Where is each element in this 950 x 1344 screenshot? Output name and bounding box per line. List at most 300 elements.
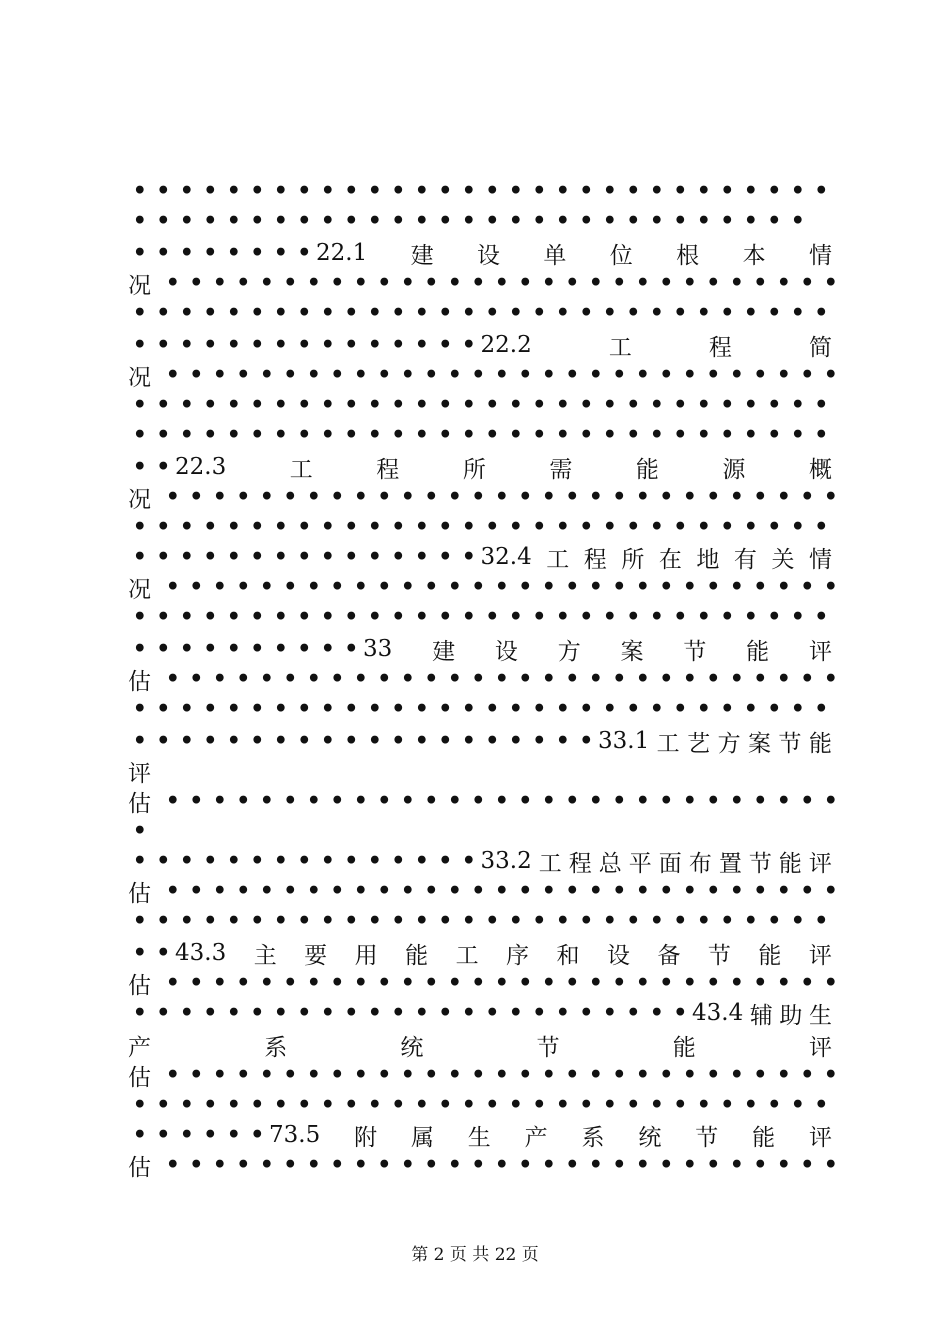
leader-dot: • bbox=[649, 1092, 664, 1118]
toc-title-char: 工 bbox=[289, 456, 313, 483]
toc-entry-3-1[interactable] bbox=[128, 726, 832, 756]
leader-dot: • bbox=[156, 178, 171, 204]
leader-dot: • bbox=[626, 178, 641, 204]
leader-dot: • bbox=[461, 422, 476, 448]
leader-dot: • bbox=[720, 208, 735, 234]
leader-dot: • bbox=[344, 332, 359, 358]
leader-dot: • bbox=[236, 878, 251, 904]
leader-dot: • bbox=[320, 696, 335, 722]
leader-dot: • bbox=[377, 270, 392, 296]
leader-dot: • bbox=[471, 878, 486, 904]
leader-dot: • bbox=[541, 1152, 556, 1178]
leader-dot: • bbox=[330, 666, 345, 692]
toc-title-char: 备 bbox=[657, 942, 681, 969]
leader-dot: • bbox=[767, 514, 782, 540]
leader-dot: • bbox=[320, 208, 335, 234]
leader-dot: • bbox=[330, 788, 345, 814]
leader-dot: • bbox=[494, 484, 509, 510]
toc-title-char: 节 bbox=[707, 942, 731, 969]
leader-dot: • bbox=[485, 300, 500, 326]
leader-dot: • bbox=[706, 788, 721, 814]
leader-dot: • bbox=[226, 1092, 241, 1118]
leader-dot: • bbox=[344, 604, 359, 630]
toc-title-char: 评 bbox=[808, 638, 832, 665]
toc-entry-continuation bbox=[128, 968, 838, 999]
toc-entry-3-2[interactable] bbox=[128, 846, 832, 876]
leader-dot: • bbox=[753, 574, 768, 600]
leader-dot: • bbox=[626, 1000, 641, 1026]
leader-dot: • bbox=[236, 484, 251, 510]
leader-dot: • bbox=[635, 484, 650, 510]
leader-dot: • bbox=[377, 1062, 392, 1088]
leader-dot: • bbox=[532, 392, 547, 418]
toc-title-char: 程 bbox=[708, 334, 732, 361]
leader-dot: • bbox=[555, 696, 570, 722]
toc-entry-wrap bbox=[128, 756, 832, 786]
leader-dot: • bbox=[541, 574, 556, 600]
leader-dot: • bbox=[353, 878, 368, 904]
leader-dot: • bbox=[706, 666, 721, 692]
leader-dot: • bbox=[391, 728, 406, 754]
leader-dot: • bbox=[555, 422, 570, 448]
toc-entry-2-2[interactable] bbox=[128, 330, 832, 360]
leader-dot: • bbox=[706, 270, 721, 296]
leader-dot: • bbox=[273, 514, 288, 540]
toc-title-char: 生 bbox=[809, 1002, 832, 1029]
leader-dot: • bbox=[250, 908, 265, 934]
leader-dot: • bbox=[814, 514, 829, 540]
leader-dot: • bbox=[494, 574, 509, 600]
leader-dot: • bbox=[414, 208, 429, 234]
leader-dot: • bbox=[400, 362, 415, 388]
leader-dot: • bbox=[706, 484, 721, 510]
leader-dot: • bbox=[767, 604, 782, 630]
leader-dot: • bbox=[306, 1062, 321, 1088]
leader-dot: • bbox=[377, 970, 392, 996]
leader-dot: • bbox=[438, 696, 453, 722]
leader-dot: • bbox=[179, 208, 194, 234]
toc-title-char: 程 bbox=[583, 546, 607, 573]
toc-dot-leader bbox=[128, 512, 832, 542]
leader-dot: • bbox=[132, 1092, 147, 1118]
leader-dot: • bbox=[579, 208, 594, 234]
leader-dot: • bbox=[541, 270, 556, 296]
leader-dot: • bbox=[518, 666, 533, 692]
leader-dot: • bbox=[555, 604, 570, 630]
leader-dot: • bbox=[508, 604, 523, 630]
leader-dot: • bbox=[602, 1000, 617, 1026]
leader-dot: • bbox=[424, 788, 439, 814]
leader-dot: • bbox=[602, 908, 617, 934]
toc-title-char: 要 bbox=[304, 942, 328, 969]
leader-dot: • bbox=[438, 728, 453, 754]
leader-dot: • bbox=[306, 878, 321, 904]
leader-dot: • bbox=[729, 270, 744, 296]
leader-dot: • bbox=[250, 240, 265, 266]
leader-dot: • bbox=[743, 604, 758, 630]
leader-dot: • bbox=[400, 1062, 415, 1088]
leader-dot: • bbox=[776, 666, 791, 692]
leader-dot: • bbox=[320, 544, 335, 570]
leader-dot: • bbox=[579, 696, 594, 722]
toc-tail: 况 bbox=[128, 364, 151, 391]
leader-dot: • bbox=[283, 788, 298, 814]
leader-dot: • bbox=[565, 574, 580, 600]
toc-tail: 估 bbox=[128, 1064, 151, 1091]
leader-dot: • bbox=[508, 422, 523, 448]
leader-dot: • bbox=[156, 332, 171, 358]
toc-entry-3[interactable] bbox=[128, 634, 832, 664]
leader-dot: • bbox=[823, 270, 838, 296]
leader-dot: • bbox=[518, 1062, 533, 1088]
toc-dot-leader bbox=[128, 420, 832, 450]
leader-dot: • bbox=[156, 392, 171, 418]
leader-dot: • bbox=[367, 332, 382, 358]
leader-dot: • bbox=[320, 514, 335, 540]
leader-dot: • bbox=[250, 1122, 265, 1148]
leader-dot: • bbox=[250, 1000, 265, 1026]
leader-dot: • bbox=[236, 1152, 251, 1178]
leader-dot: • bbox=[391, 422, 406, 448]
leader-dot: • bbox=[588, 574, 603, 600]
leader-dot: • bbox=[588, 362, 603, 388]
leader-dot: • bbox=[367, 1092, 382, 1118]
leader-dot: • bbox=[518, 1152, 533, 1178]
leader-dot: • bbox=[696, 422, 711, 448]
leader-dot: • bbox=[344, 392, 359, 418]
leader-dot: • bbox=[377, 878, 392, 904]
toc-title-char: 需 bbox=[549, 456, 573, 483]
leader-dot: • bbox=[767, 178, 782, 204]
leader-dot: • bbox=[306, 788, 321, 814]
leader-dot: • bbox=[414, 604, 429, 630]
leader-dot: • bbox=[532, 208, 547, 234]
leader-dot: • bbox=[532, 178, 547, 204]
leader-dot: • bbox=[391, 908, 406, 934]
leader-dot: • bbox=[485, 208, 500, 234]
toc-entry-3-3[interactable] bbox=[128, 938, 832, 968]
toc-title-char: 节 bbox=[748, 850, 772, 877]
leader-dot: • bbox=[485, 1000, 500, 1026]
leader-dot: • bbox=[344, 422, 359, 448]
leader-dot: • bbox=[297, 1000, 312, 1026]
leader-dot: • bbox=[353, 484, 368, 510]
leader-dot: • bbox=[156, 1122, 171, 1148]
toc-title-char: 统 bbox=[638, 1124, 662, 1151]
leader-dot: • bbox=[156, 696, 171, 722]
leader-dot: • bbox=[203, 240, 218, 266]
leader-dot: • bbox=[236, 574, 251, 600]
leader-dot: • bbox=[273, 392, 288, 418]
leader-dot: • bbox=[588, 1062, 603, 1088]
leader-dot: • bbox=[518, 270, 533, 296]
leader-dot: • bbox=[626, 696, 641, 722]
leader-dot: • bbox=[250, 332, 265, 358]
leader-dot: • bbox=[696, 1092, 711, 1118]
toc-tail: 估 bbox=[128, 668, 151, 695]
toc-entry-2-1[interactable] bbox=[128, 238, 832, 268]
leader-dot: • bbox=[259, 484, 274, 510]
leader-dot: • bbox=[273, 300, 288, 326]
leader-dot: • bbox=[165, 270, 180, 296]
leader-dot: • bbox=[696, 696, 711, 722]
leader-dot: • bbox=[212, 788, 227, 814]
leader-dot: • bbox=[696, 514, 711, 540]
leader-dot: • bbox=[179, 178, 194, 204]
leader-dot: • bbox=[485, 422, 500, 448]
toc-dot-leader bbox=[128, 602, 832, 632]
leader-dot: • bbox=[156, 422, 171, 448]
leader-dot: • bbox=[635, 1152, 650, 1178]
leader-dot: • bbox=[579, 392, 594, 418]
leader-dot: • bbox=[682, 484, 697, 510]
toc-title-char: 设 bbox=[477, 242, 500, 269]
leader-dot: • bbox=[273, 178, 288, 204]
leader-dot: • bbox=[297, 332, 312, 358]
toc-tail: 况 bbox=[128, 272, 151, 299]
leader-dot: • bbox=[259, 1152, 274, 1178]
leader-dot: • bbox=[776, 270, 791, 296]
toc-title-char: 主 bbox=[253, 942, 277, 969]
toc-entry-2-3[interactable] bbox=[128, 452, 832, 482]
leader-dot: • bbox=[414, 422, 429, 448]
toc-number: 33.1 bbox=[598, 728, 650, 754]
leader-dot: • bbox=[588, 788, 603, 814]
leader-dot: • bbox=[555, 178, 570, 204]
leader-dot: • bbox=[179, 728, 194, 754]
leader-dot: • bbox=[743, 392, 758, 418]
leader-dot: • bbox=[344, 696, 359, 722]
leader-dot: • bbox=[541, 970, 556, 996]
leader-dot: • bbox=[579, 422, 594, 448]
leader-dot: • bbox=[344, 848, 359, 874]
leader-dot: • bbox=[367, 848, 382, 874]
leader-dot: • bbox=[541, 788, 556, 814]
leader-dot: • bbox=[518, 484, 533, 510]
leader-dot: • bbox=[344, 300, 359, 326]
leader-dot: • bbox=[344, 1092, 359, 1118]
leader-dot: • bbox=[189, 1062, 204, 1088]
leader-dot: • bbox=[353, 574, 368, 600]
leader-dot: • bbox=[649, 178, 664, 204]
leader-dot: • bbox=[612, 878, 627, 904]
leader-dot: • bbox=[518, 788, 533, 814]
leader-dot: • bbox=[203, 696, 218, 722]
leader-dot: • bbox=[391, 208, 406, 234]
leader-dot: • bbox=[649, 604, 664, 630]
leader-dot: • bbox=[790, 1092, 805, 1118]
leader-dot: • bbox=[424, 1152, 439, 1178]
leader-dot: • bbox=[391, 514, 406, 540]
toc-title-char: 程 bbox=[568, 850, 592, 877]
leader-dot: • bbox=[485, 728, 500, 754]
leader-dot: • bbox=[132, 818, 147, 844]
leader-dot: • bbox=[682, 574, 697, 600]
leader-dot: • bbox=[156, 1092, 171, 1118]
leader-dot: • bbox=[203, 422, 218, 448]
leader-dot: • bbox=[814, 422, 829, 448]
leader-dot: • bbox=[649, 300, 664, 326]
leader-dot: • bbox=[283, 970, 298, 996]
leader-dot: • bbox=[823, 362, 838, 388]
leader-dot: • bbox=[602, 208, 617, 234]
leader-dot: • bbox=[626, 208, 641, 234]
toc-entry-continuation bbox=[128, 1150, 838, 1181]
leader-dot: • bbox=[165, 484, 180, 510]
leader-dot: • bbox=[297, 300, 312, 326]
leader-dot: • bbox=[226, 1122, 241, 1148]
leader-dot: • bbox=[353, 1062, 368, 1088]
leader-dot: • bbox=[132, 208, 147, 234]
leader-dot: • bbox=[541, 1062, 556, 1088]
leader-dot: • bbox=[776, 970, 791, 996]
leader-dot: • bbox=[203, 848, 218, 874]
leader-dot: • bbox=[179, 604, 194, 630]
leader-dot: • bbox=[471, 270, 486, 296]
leader-dot: • bbox=[179, 1122, 194, 1148]
leader-dot: • bbox=[353, 270, 368, 296]
leader-dot: • bbox=[179, 848, 194, 874]
leader-dot: • bbox=[790, 208, 805, 234]
leader-dot: • bbox=[626, 392, 641, 418]
leader-dot: • bbox=[414, 514, 429, 540]
leader-dot: • bbox=[720, 1092, 735, 1118]
leader-dot: • bbox=[729, 970, 744, 996]
leader-dot: • bbox=[696, 392, 711, 418]
leader-dot: • bbox=[494, 878, 509, 904]
toc-entry-2-4[interactable] bbox=[128, 542, 832, 572]
leader-dot: • bbox=[447, 362, 462, 388]
leader-dot: • bbox=[776, 362, 791, 388]
leader-dot: • bbox=[203, 392, 218, 418]
leader-dot: • bbox=[203, 300, 218, 326]
leader-dot: • bbox=[720, 392, 735, 418]
leader-dot: • bbox=[767, 208, 782, 234]
leader-dot: • bbox=[283, 1152, 298, 1178]
leader-dot: • bbox=[790, 908, 805, 934]
leader-dot: • bbox=[250, 848, 265, 874]
leader-dot: • bbox=[414, 392, 429, 418]
leader-dot: • bbox=[696, 604, 711, 630]
leader-dot: • bbox=[485, 696, 500, 722]
leader-dot: • bbox=[532, 696, 547, 722]
leader-dot: • bbox=[720, 178, 735, 204]
leader-dot: • bbox=[518, 970, 533, 996]
leader-dot: • bbox=[367, 544, 382, 570]
leader-dot: • bbox=[391, 696, 406, 722]
leader-dot: • bbox=[753, 788, 768, 814]
leader-dot: • bbox=[541, 878, 556, 904]
leader-dot: • bbox=[132, 454, 147, 480]
toc-wrap-char: 评 bbox=[128, 760, 151, 787]
leader-dot: • bbox=[132, 728, 147, 754]
leader-dot: • bbox=[438, 848, 453, 874]
page-footer: 第 2 页 共 22 页 bbox=[411, 1245, 539, 1265]
leader-dot: • bbox=[330, 574, 345, 600]
leader-dot: • bbox=[541, 362, 556, 388]
leader-dot: • bbox=[179, 1000, 194, 1026]
leader-dot: • bbox=[814, 392, 829, 418]
leader-dot: • bbox=[377, 666, 392, 692]
leader-dot: • bbox=[367, 178, 382, 204]
leader-dot: • bbox=[729, 484, 744, 510]
leader-dot: • bbox=[330, 362, 345, 388]
leader-dot: • bbox=[612, 788, 627, 814]
leader-dot: • bbox=[729, 878, 744, 904]
leader-dot: • bbox=[391, 300, 406, 326]
leader-dot: • bbox=[414, 696, 429, 722]
leader-dot: • bbox=[447, 1062, 462, 1088]
toc-dot-leader bbox=[128, 390, 832, 420]
leader-dot: • bbox=[518, 362, 533, 388]
leader-dot: • bbox=[729, 1152, 744, 1178]
leader-dot: • bbox=[391, 604, 406, 630]
leader-dot: • bbox=[273, 908, 288, 934]
leader-dot: • bbox=[250, 604, 265, 630]
leader-dot: • bbox=[306, 666, 321, 692]
toc-entry-3-5[interactable] bbox=[128, 1120, 832, 1150]
leader-dot: • bbox=[673, 422, 688, 448]
leader-dot: • bbox=[320, 422, 335, 448]
leader-dot: • bbox=[635, 270, 650, 296]
leader-dot: • bbox=[189, 1152, 204, 1178]
toc-entry-3-4[interactable] bbox=[128, 998, 832, 1028]
leader-dot: • bbox=[790, 422, 805, 448]
leader-dot: • bbox=[602, 422, 617, 448]
leader-dot: • bbox=[226, 908, 241, 934]
toc-title-char: 评 bbox=[808, 1034, 832, 1061]
leader-dot: • bbox=[189, 484, 204, 510]
leader-dot: • bbox=[696, 208, 711, 234]
leader-dot: • bbox=[259, 1062, 274, 1088]
leader-dot: • bbox=[165, 574, 180, 600]
leader-dot: • bbox=[353, 362, 368, 388]
leader-dot: • bbox=[438, 908, 453, 934]
leader-dot: • bbox=[400, 878, 415, 904]
leader-dot: • bbox=[156, 940, 171, 966]
leader-dot: • bbox=[212, 666, 227, 692]
leader-dot: • bbox=[259, 878, 274, 904]
toc-title-char: 工 bbox=[546, 546, 570, 573]
leader-dot: • bbox=[494, 788, 509, 814]
leader-dot: • bbox=[485, 1092, 500, 1118]
leader-dot: • bbox=[706, 970, 721, 996]
leader-dot: • bbox=[424, 574, 439, 600]
leader-dot: • bbox=[447, 270, 462, 296]
toc-title-char: 评 bbox=[808, 1124, 832, 1151]
toc-title-char: 系 bbox=[581, 1124, 605, 1151]
toc-number: 73.5 bbox=[269, 1122, 321, 1148]
toc-number: 33 bbox=[363, 636, 393, 662]
leader-dot: • bbox=[673, 178, 688, 204]
leader-dot: • bbox=[461, 848, 476, 874]
leader-dot: • bbox=[720, 422, 735, 448]
toc-title-char: 辅 bbox=[749, 1002, 773, 1029]
toc-tail: 估 bbox=[128, 790, 151, 817]
toc-entry-continuation bbox=[128, 1060, 838, 1091]
leader-dot: • bbox=[273, 696, 288, 722]
leader-dot: • bbox=[800, 970, 815, 996]
leader-dot: • bbox=[250, 728, 265, 754]
leader-dot: • bbox=[179, 908, 194, 934]
leader-dot: • bbox=[659, 484, 674, 510]
toc-title-char: 助 bbox=[779, 1002, 803, 1029]
leader-dot: • bbox=[189, 878, 204, 904]
leader-dot: • bbox=[776, 1152, 791, 1178]
leader-dot: • bbox=[212, 270, 227, 296]
leader-dot: • bbox=[320, 300, 335, 326]
leader-dot: • bbox=[226, 392, 241, 418]
